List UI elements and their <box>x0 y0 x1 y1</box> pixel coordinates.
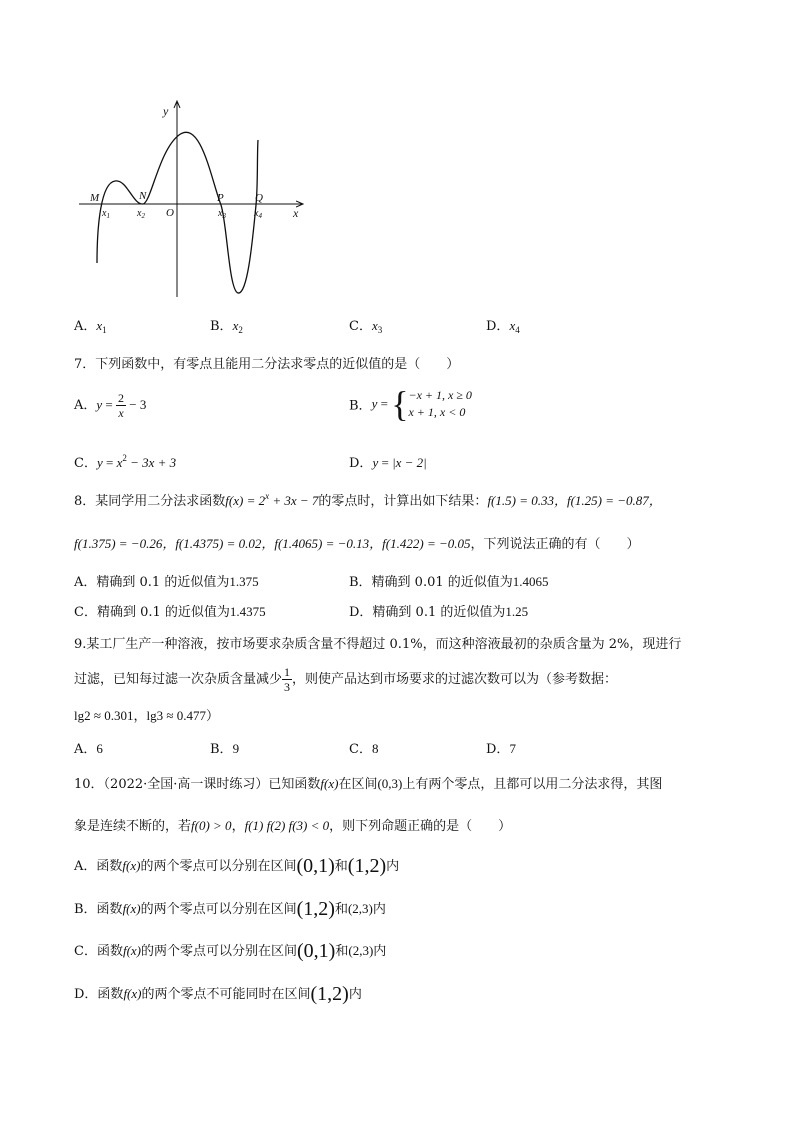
q8-option-a[interactable]: A．精确到 0.1 的近似值为1.375 <box>74 574 259 590</box>
q7-option-c[interactable]: C．$y = x^2 - 3x + 3$ <box>74 453 177 471</box>
q7-option-d[interactable]: D．y = |x − 2| <box>349 455 427 471</box>
q8-option-d[interactable]: D．精确到 0.1 的近似值为1.25 <box>349 604 529 620</box>
q9-fraction: $\frac{1}{3}$ <box>284 665 291 694</box>
zero-x1-label: $x_1$ <box>102 208 110 220</box>
point-p-label: P <box>217 192 224 204</box>
q7-stem: 7．下列函数中，有零点且能用二分法求零点的近似值的是（ ） <box>74 357 460 372</box>
function-graph <box>75 95 315 305</box>
q6-option-d[interactable]: D．$x_4$ <box>486 318 520 335</box>
q6-option-a[interactable]: A．$x_1$ <box>74 318 107 335</box>
zero-x3-label: $x_3$ <box>218 208 226 220</box>
q6-option-b[interactable]: B．$x_2$ <box>210 318 243 335</box>
q9-stem-line2: 过滤，已知每过滤一次杂质含量减少 $\frac{1}{3}$ ，则使产品达到市场要求的过滤次数可以为（参考数据： <box>74 665 618 694</box>
q9-stem-line3: lg2 ≈ 0.301，lg3 ≈ 0.477） <box>74 708 219 723</box>
q8-option-b[interactable]: B．精确到 0.01 的近似值为1.4065 <box>349 574 549 590</box>
q7-option-a[interactable]: A．y = $\frac{2}{x}$ − 3 <box>74 391 147 420</box>
q8-stem-line2: f(1.375) = −0.26，f(1.4375) = 0.02，f(1.4065) = −0.13，f(1.422) = −0.05，下列说法正确的有（ ） <box>74 536 640 552</box>
x-axis-label: x <box>293 206 299 220</box>
q7-a-fraction: $\frac{2}{x}$ <box>118 391 125 420</box>
q7-b-brace: { <box>391 384 409 424</box>
q10-option-d[interactable]: D．函数f(x)的两个零点不可能同时在区间(1,2)内 <box>74 983 362 1005</box>
q9-stem-line1: 9.某工厂生产一种溶液，按市场要求杂质含量不得超过 0.1%，而这种溶液最初的杂质含量为 2%，现进行 <box>74 637 682 652</box>
y-axis-label: y <box>163 104 169 118</box>
q10-stem-line1: 10．（2022·全国·高一课时练习）已知函数f(x)在区间(0,3)上有两个零点，且都可以用二分法求得，其图 <box>74 776 663 792</box>
zero-x2-label: $x_2$ <box>137 208 145 220</box>
q9-option-d[interactable]: D．7 <box>486 741 516 757</box>
zero-x4-label: $x_4$ <box>254 208 262 220</box>
q9-option-c[interactable]: C．8 <box>349 741 379 757</box>
q10-option-a[interactable]: A．函数f(x)的两个零点可以分别在区间(0,1)和(1,2)内 <box>74 855 400 877</box>
q7-option-b[interactable]: B．y = { −x + 1, x ≥ 0 x + 1, x < 0 <box>349 384 472 424</box>
q8-stem-line1: 8．某同学用二分法求函数$f(x) = 2^x + 3x - 7$的零点时，计算出如下结果：f(1.5) = 0.33，f(1.25) = −0.87， <box>74 491 662 509</box>
point-q-label: Q <box>255 192 263 204</box>
point-m-label: M <box>90 192 100 204</box>
q8-option-c[interactable]: C．精确到 0.1 的近似值为1.4375 <box>74 604 266 620</box>
q7-b-piecewise: −x + 1, x ≥ 0 x + 1, x < 0 <box>408 388 472 419</box>
q9-option-b[interactable]: B．9 <box>210 741 240 757</box>
q10-option-c[interactable]: C．函数f(x)的两个零点可以分别在区间(0,1)和(2,3)内 <box>74 940 387 962</box>
point-n-label: N <box>139 190 147 202</box>
q6-option-c[interactable]: C．$x_3$ <box>349 318 383 335</box>
origin-label: O <box>166 207 174 219</box>
q9-option-a[interactable]: A．6 <box>74 741 103 757</box>
q10-option-b[interactable]: B．函数f(x)的两个零点可以分别在区间(1,2)和(2,3)内 <box>74 898 386 920</box>
q10-stem-line2: 象是连续不断的，若f(0) > 0，f(1) f(2) f(3) < 0，则下列命题正确的是（ ） <box>74 818 512 834</box>
